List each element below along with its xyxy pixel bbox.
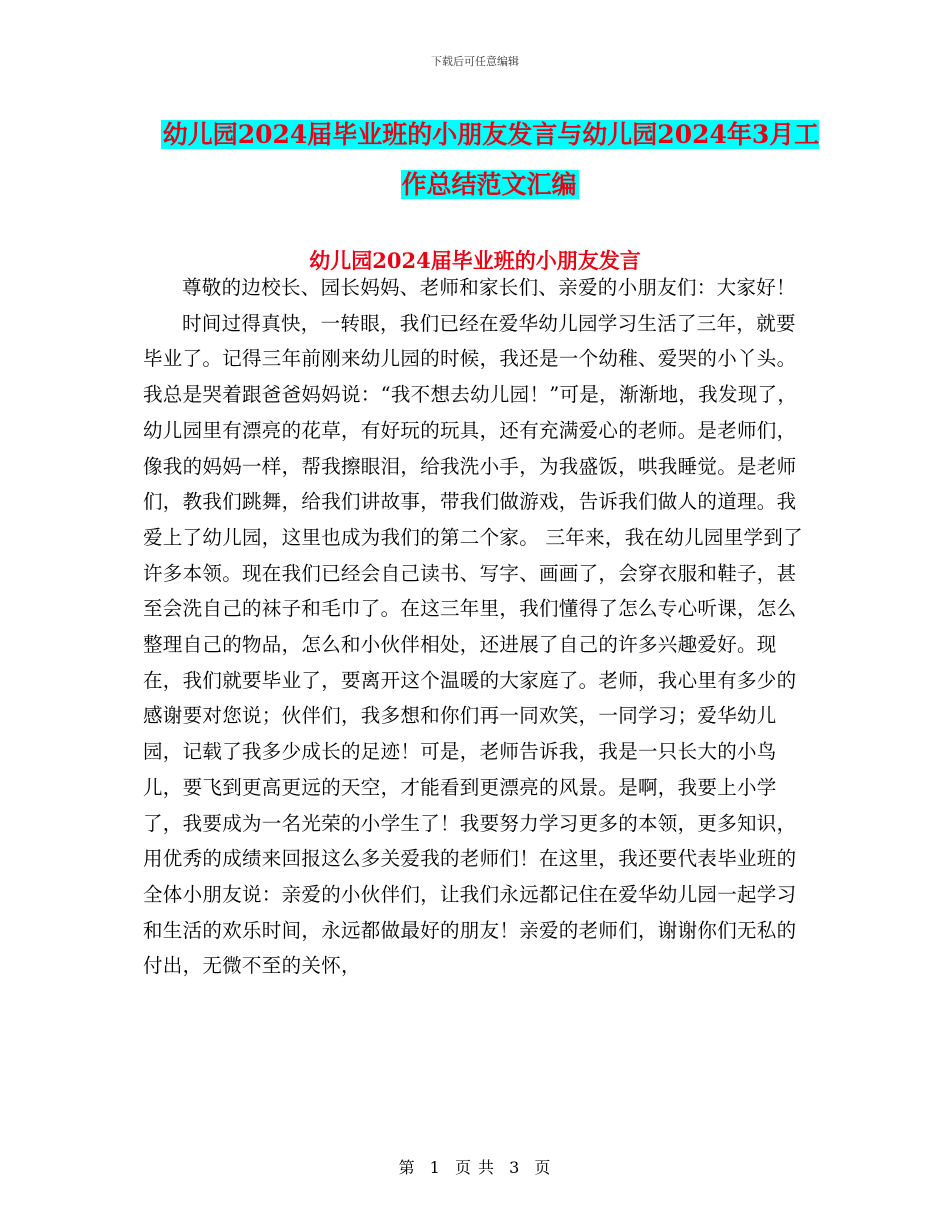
- footer-suffix: 页: [534, 1158, 552, 1177]
- section-title: 幼儿园2024届毕业班的小朋友发言: [309, 248, 641, 273]
- document-title: [150, 110, 830, 210]
- document-title-text: 幼儿园2024届毕业班的小朋友发言与幼儿园2024年3月工作总结范文汇编: [162, 120, 820, 199]
- page-footer: [0, 1155, 950, 1178]
- footer-middle: 页 共: [454, 1158, 496, 1177]
- footer-prefix: 第: [398, 1158, 416, 1177]
- header-note: 下载后可任意编辑: [431, 55, 519, 68]
- paragraph-speech: 时间过得真快，一转眼，我们已经在爱华幼儿园学习生活了三年，就要毕业了。记得三年前刚来幼儿园的时候，我还是一个幼稚、爱哭的小丫头。我总是哭着跟爸爸妈妈说：“我不想去幼儿园！”可是，渐渐地，我发现了，幼儿园里有漂亮的花草，有好玩的玩具，还有充满爱心的老师。是老师们，像我的妈妈一样，帮我擦眼泪，给我洗小手，为我盛饭，哄我睡觉。是老师们，教我们跳舞，给我们讲故事，带我们做游戏，告诉我们做人的道理。我爱上了幼儿园，这里也成为我们的第二个家。 三年来，我在幼儿园里学到了许多本领。现在我们已经会自己读书、写字、画画了，会穿衣服和鞋子，甚至会洗自己的袜子和毛巾了。在这三年里，我们懂得了怎么专心听课，怎么整理自己的物品，怎么和小伙伴相处，还进展了自己的许多兴趣爱好。现在，我们就要毕业了，要离开这个温暖的大家庭了。老师，我心里有多少的感谢要对您说；伙伴们，我多想和你们再一同欢笑，一同学习；爱华幼儿园，记载了我多少成长的足迹！可是，老师告诉我，我是一只长大的小鸟儿，要飞到更高更远的天空，才能看到更漂亮的风景。是啊，我要上小学了，我要成为一名光荣的小学生了！我要努力学习更多的本领，更多知识，用优秀的成绩来回报这么多关爱我的老师们！在这里，我还要代表毕业班的全体小朋友说：亲爱的小伙伴们，让我们永远都记住在爱华幼儿园一起学习和生活的欢乐时间，永远都做最好的朋友！亲爱的老师们，谢谢你们无私的付出，无微不至的关怀，: [143, 311, 803, 978]
- body-text: [143, 270, 807, 984]
- footer-page-number: 1: [429, 1158, 441, 1177]
- footer-total-pages: 3: [509, 1158, 521, 1177]
- paragraph-greeting: 尊敬的边校长、园长妈妈、老师和家长们、亲爱的小朋友们：大家好！: [182, 276, 796, 299]
